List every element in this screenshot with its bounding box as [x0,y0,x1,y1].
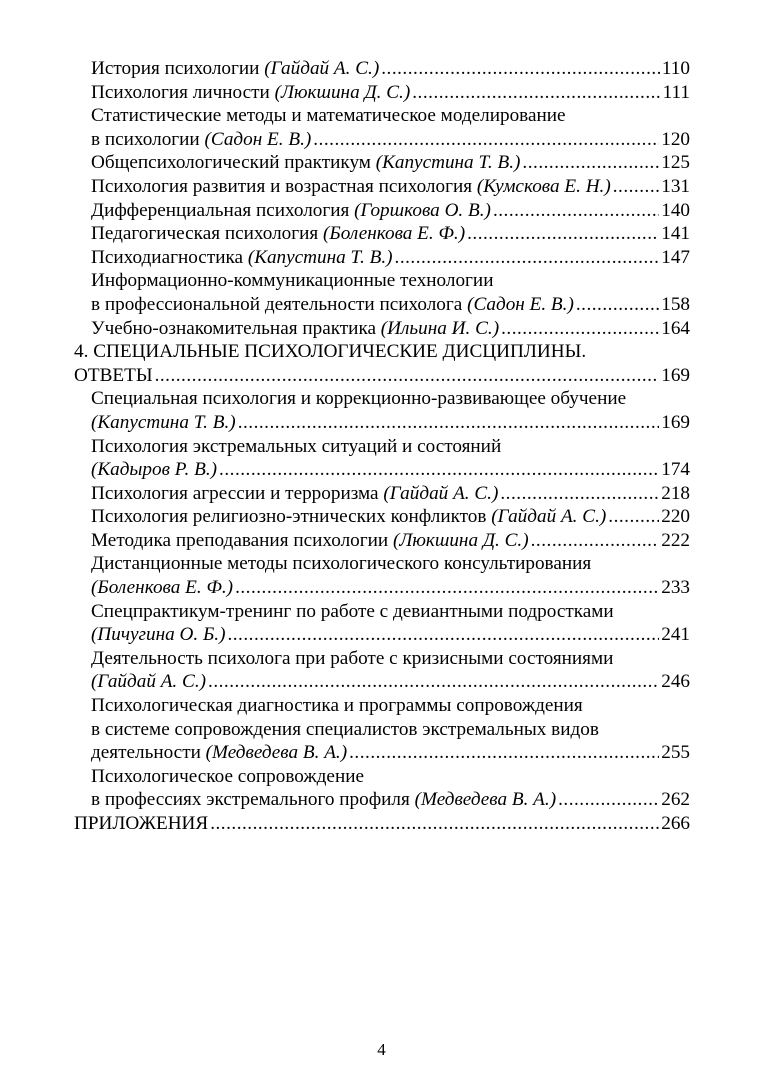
toc-entry-page: 169 [661,364,690,386]
toc-entry-page: 174 [661,459,690,481]
dot-leader [313,128,659,152]
toc-entry-title-text: ОТВЕТЫ [74,364,153,386]
toc-entry-last-line [91,505,690,529]
toc-entry-page: 125 [661,152,690,174]
toc-entry-title-line: Психология экстремальных ситуаций и состояний [91,435,502,457]
toc-entry [74,175,690,199]
toc-entry-author: (Ильина И. С.) [380,317,500,339]
toc-entry-author: (Пичугина О. Б.) [91,624,226,646]
toc-entry-title-line: Психологическая диагностика и программы сопровождения [91,695,583,717]
toc-entry-author: (Гайдай А. С.) [491,506,607,528]
toc-entry-page: 255 [661,742,690,764]
toc-entry-page: 233 [661,577,690,599]
toc-entry-title-text: в профессиональной деятельности психолога [91,293,468,315]
toc-entry [74,81,690,105]
toc-entry-title [91,317,499,341]
toc-entry-author: (Капустина Т. В.) [247,246,393,268]
toc-entry-last-line [91,529,690,553]
toc-entry-title-text: Педагогическая психология [91,223,324,245]
toc-entry-page: 140 [661,199,690,221]
toc-entry [74,552,690,599]
dot-leader [235,576,659,600]
toc-entry-author: (Гайдай А. С.) [264,58,380,79]
toc-entry-title-line: Специальная психология и коррекционно-развивающее обучение [91,388,627,410]
table-of-contents [74,57,690,836]
toc-entry-title-text: История психологии [91,58,265,79]
toc-entry [74,765,690,812]
dot-leader [467,222,659,246]
toc-entry-last-line [74,812,690,836]
toc-entry-last-line [91,623,690,647]
dot-leader [522,151,659,175]
toc-entry [74,387,690,434]
page-number: 4 [377,1040,386,1059]
toc-entry-page: 110 [661,58,690,79]
toc-entry-title [91,175,611,199]
toc-entry-title-line: Психологическое сопровождение [91,765,364,787]
toc-entry [74,57,690,81]
toc-entry-title-line: Деятельность психолога при работе с кризисными состояниями [91,647,614,669]
toc-entry-title [91,246,393,270]
toc-entry-title [91,741,347,765]
toc-entry-last-line [91,246,690,270]
toc-entry-title-text: деятельности [91,742,206,764]
toc-entry-last-line [91,199,690,223]
toc-entry-page: 169 [661,411,690,433]
toc-entry-page: 131 [661,175,690,197]
toc-entry-page: 141 [661,223,690,245]
toc-entry-title-text: ПРИЛОЖЕНИЯ [74,813,209,834]
toc-entry-title [91,81,410,105]
toc-entry-title-line: в системе сопровождения специалистов экстремальных видов [91,718,599,740]
toc-entry-page: 241 [661,624,690,646]
toc-entry [74,317,690,341]
toc-entry-last-line [74,364,690,388]
toc-entry-last-line [91,175,690,199]
toc-entry [74,435,690,482]
toc-entry-author: (Гайдай А. С.) [383,482,499,504]
toc-entry-title [91,529,529,553]
dot-leader [493,199,659,223]
dot-leader [381,57,660,81]
dot-leader [227,623,659,647]
toc-entry-title [91,293,574,317]
toc-entry-title [91,151,520,175]
toc-entry [74,151,690,175]
toc-entry-title [74,364,153,388]
toc-entry [74,505,690,529]
toc-entry-title-text: в профессиях экстремального профиля [91,789,415,811]
toc-entry-page: 222 [661,529,690,551]
toc-entry-title [91,623,225,647]
toc-entry-title [91,576,233,600]
toc-entry-last-line [91,458,690,482]
toc-entry-author: (Садон Е. В.) [204,128,312,150]
toc-entry [74,340,690,387]
toc-entry-author: (Капустина Т. В.) [375,152,521,174]
dot-leader [412,81,660,105]
dot-leader [208,670,659,694]
toc-entry-title [91,222,465,246]
toc-entry-page: 218 [661,482,690,504]
toc-entry [74,812,690,836]
toc-entry-last-line [91,151,690,175]
toc-entry-page: 220 [661,506,690,528]
dot-leader [613,175,659,199]
toc-entry-title-text: Психология агрессии и терроризма [91,482,384,504]
toc-entry-title-text: Методика преподавания психологии [91,529,393,551]
toc-entry-page: 246 [661,671,690,693]
dot-leader [608,505,659,529]
toc-entry-author: (Горшкова О. В.) [354,199,491,221]
dot-leader [238,411,660,435]
toc-entry-title [91,788,556,812]
toc-entry-last-line [91,576,690,600]
toc-entry-title [91,505,606,529]
toc-entry-page: 111 [662,81,690,103]
toc-entry-page: 164 [661,317,690,339]
toc-entry-title [91,670,206,694]
toc-entry-last-line [91,317,690,341]
toc-entry-title-line: Статистические методы и математическое моделирование [91,105,566,127]
toc-entry-last-line [91,293,690,317]
toc-entry-last-line [91,128,690,152]
toc-entry-last-line [91,741,690,765]
dot-leader [501,317,659,341]
toc-entry [74,199,690,223]
toc-entry-title-text: Психология развития и возрастная психология [91,175,477,197]
toc-entry-title [91,411,236,435]
toc-entry-title-line: Дистанционные методы психологического консультирования [91,553,592,575]
toc-entry-last-line [91,670,690,694]
toc-entry-last-line [91,222,690,246]
toc-entry [74,694,690,765]
toc-entry-author: (Садон Е. В.) [467,293,574,315]
toc-entry [74,246,690,270]
toc-entry-last-line [91,411,690,435]
dot-leader [531,529,660,553]
toc-entry [74,269,690,316]
dot-leader [349,741,659,765]
toc-entry-author: (Люкшина Д. С.) [392,529,529,551]
toc-entry-last-line [91,57,690,81]
toc-entry-page: 158 [661,293,690,315]
toc-entry [74,104,690,151]
toc-entry-author: (Боленкова Е. Ф.) [323,223,466,245]
toc-entry [74,482,690,506]
toc-entry-last-line [91,788,690,812]
dot-leader [576,293,659,317]
dot-leader [210,812,659,836]
toc-entry [74,600,690,647]
toc-entry-author: (Гайдай А. С.) [91,671,207,693]
toc-entry-author: (Медведева В. А.) [414,789,557,811]
toc-entry-last-line [91,482,690,506]
toc-entry-title [91,199,491,223]
toc-entry-title-text: Учебно-ознакомительная практика [91,317,381,339]
toc-entry-title-line: 4. СПЕЦИАЛЬНЫЕ ПСИХОЛОГИЧЕСКИЕ ДИСЦИПЛИНЫ. [74,341,587,363]
toc-entry-title-text: Психология личности [91,81,275,103]
toc-entry-last-line [91,81,690,105]
toc-entry-title-line: Информационно-коммуникационные технологии [91,270,494,292]
toc-entry-author: (Люкшина Д. С.) [274,81,411,103]
dot-leader [219,458,659,482]
toc-entry [74,647,690,694]
toc-entry-title [91,57,379,81]
toc-entry-author: (Боленкова Е. Ф.) [91,577,234,599]
dot-leader [395,246,660,270]
toc-entry-title-text: Психодиагностика [91,246,248,268]
toc-entry-page: 262 [661,789,690,811]
toc-entry-title [91,128,311,152]
toc-entry-title [91,482,498,506]
toc-entry-page: 266 [661,813,690,834]
toc-entry-title-text: Общепсихологический практикум [91,152,376,174]
toc-entry [74,529,690,553]
toc-entry-title-text: Дифференциальная психология [91,199,355,221]
toc-entry-author: (Капустина Т. В.) [91,411,236,433]
toc-entry-author: (Кадыров Р. В.) [91,459,218,481]
toc-entry-author: (Кумскова Е. Н.) [476,175,611,197]
toc-entry [74,222,690,246]
toc-entry-author: (Медведева В. А.) [205,742,348,764]
toc-entry-page: 120 [661,128,690,150]
toc-entry-title-line: Спецпрактикум-тренинг по работе с девиантными подростками [91,600,614,622]
toc-entry-title-text: Психология религиозно-этнических конфликтов [91,506,492,528]
toc-entry-title-text: в психологии [91,128,205,150]
dot-leader [155,364,660,388]
toc-entry-title [91,458,217,482]
dot-leader [500,482,659,506]
toc-entry-title [74,812,208,836]
toc-entry-page: 147 [661,246,690,268]
dot-leader [558,788,659,812]
